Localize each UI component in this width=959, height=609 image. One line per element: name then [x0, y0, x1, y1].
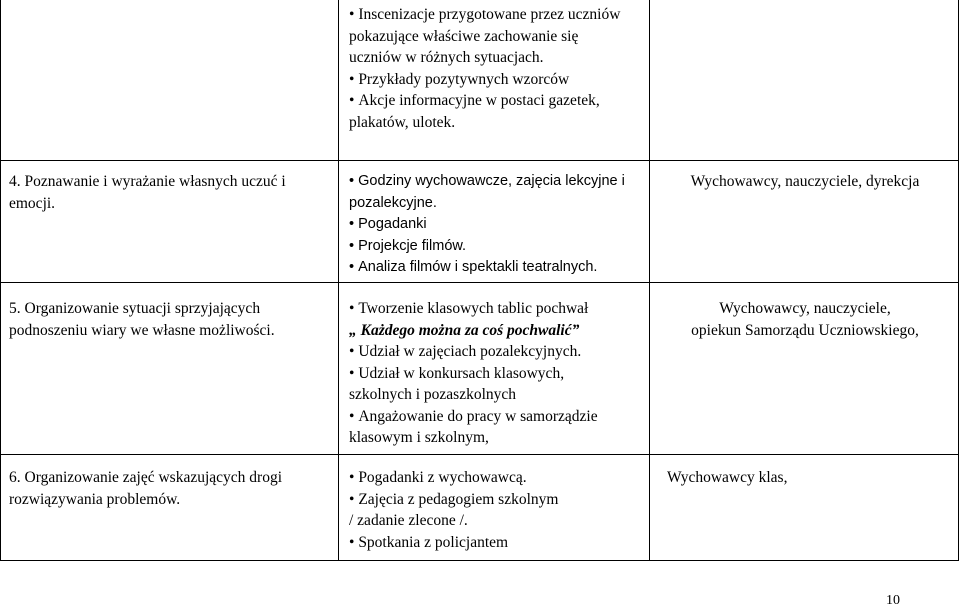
- table-border-left: [0, 0, 1, 561]
- row-divider-3: [0, 454, 959, 455]
- row5-responsible-cell: [655, 298, 955, 341]
- row5-task-cell: [9, 298, 334, 341]
- row6-activity-4: • Spotkania z policjantem: [349, 532, 645, 554]
- page-number: 10: [886, 593, 900, 608]
- row4-activity-1: • Godziny wychowawcze, zajęcia lekcyjne i pozalekcyjne.: [349, 171, 639, 214]
- row0-activity-3: • Akcje informacyjne w postaci gazetek, plakatów, ulotek.: [349, 90, 639, 133]
- row4-task-cell: [9, 171, 329, 214]
- table-border-bottom: [0, 560, 959, 561]
- row-divider-1: [0, 160, 959, 161]
- row4-activity-2: • Pogadanki: [349, 214, 645, 236]
- row0-activity-2: • Przykłady pozytywnych wzorców: [349, 69, 645, 91]
- row4-activities-cell: [349, 171, 645, 279]
- row4-responsible-cell: [655, 171, 955, 193]
- row6-activity-1: • Pogadanki z wychowawcą.: [349, 467, 645, 489]
- row-divider-2: [0, 282, 959, 283]
- row4-activity-3: • Projekcje filmów.: [349, 236, 645, 258]
- row5-activity-1: • Tworzenie klasowych tablic pochwał: [349, 298, 645, 320]
- row6-activities-cell: [349, 467, 645, 553]
- row5-activity-4: • Udział w konkursach klasowych, szkolnych i pozaszkolnych: [349, 363, 619, 406]
- row5-responsible-line2: opiekun Samorządu Uczniowskiego,: [691, 321, 919, 339]
- column-divider-1: [338, 0, 339, 561]
- row0-activities-cell: [349, 4, 645, 133]
- row6-responsible: Wychowawcy klas,: [667, 469, 788, 486]
- row4-activity-4: • Analiza filmów i spektakli teatralnych.: [349, 257, 645, 279]
- row6-task: 6. Organizowanie zajęć wskazujących drogi rozwiązywania problemów.: [9, 469, 282, 508]
- row5-responsible-line1: Wychowawcy, nauczyciele,: [719, 300, 891, 317]
- column-divider-2: [649, 0, 650, 561]
- row6-activity-3: / zadanie zlecone /.: [349, 512, 468, 529]
- row5-activity-5: • Angażowanie do pracy w samorządzie klasowym i szkolnym,: [349, 406, 645, 449]
- row6-task-cell: [9, 467, 329, 510]
- row6-activity-2: • Zajęcia z pedagogiem szkolnym: [349, 489, 645, 511]
- row0-activity-1: • Inscenizacje przygotowane przez uczniów pokazujące właściwe zachowanie się uczniów w różnych sytuacjach.: [349, 4, 631, 69]
- row5-activity-3: • Udział w zajęciach pozalekcyjnych.: [349, 341, 645, 363]
- row4-task: 4. Poznawanie i wyrażanie własnych uczuć i emocji.: [9, 173, 286, 212]
- row5-activities-cell: [349, 298, 645, 449]
- row4-responsible: Wychowawcy, nauczyciele, dyrekcja: [690, 173, 920, 190]
- row5-task: 5. Organizowanie sytuacji sprzyjających podnoszeniu wiary we własne możliwości.: [9, 300, 275, 339]
- row5-motto: „ Każdego można za coś pochwalić”: [349, 321, 580, 339]
- row6-responsible-cell: [667, 467, 947, 489]
